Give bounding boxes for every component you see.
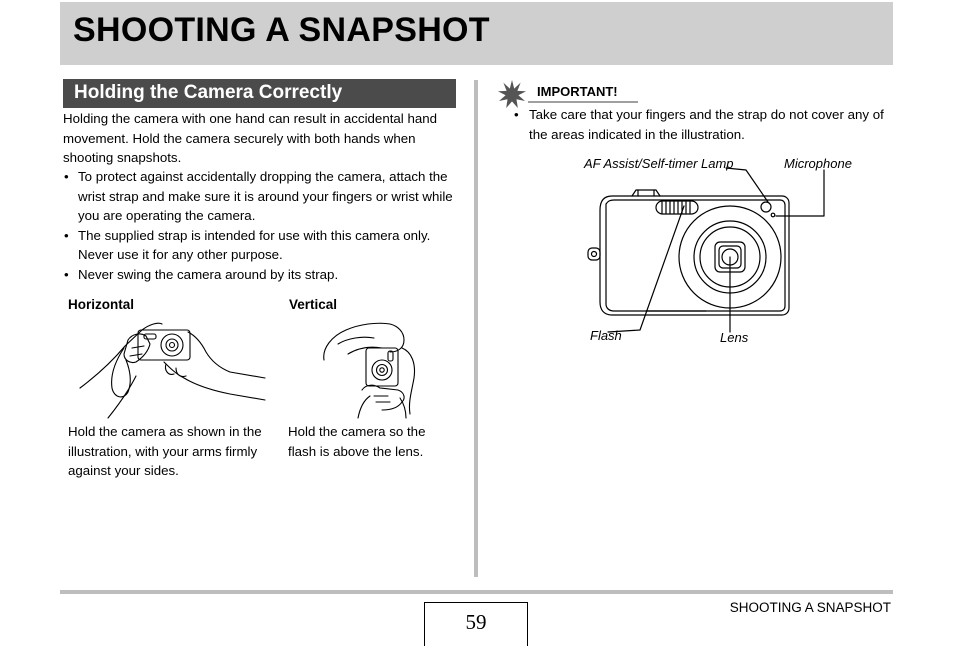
list-item [63, 226, 458, 265]
lens-label: Lens [720, 330, 749, 345]
page-title: SHOOTING A SNAPSHOT [73, 11, 490, 49]
bullet-text: Take care that your fingers and the strap do not cover any of the areas indicated in the illustration. [529, 107, 884, 142]
footer-divider [60, 590, 893, 594]
vertical-caption: Hold the camera so the flash is above the lens. [288, 424, 426, 459]
section-heading [63, 79, 456, 108]
important-bullet-list [513, 105, 893, 144]
important-underline [528, 101, 638, 103]
bullet-text: Never swing the camera around by its strap. [78, 266, 339, 282]
important-label: IMPORTANT! [537, 84, 618, 99]
horizontal-label: Horizontal [68, 297, 134, 312]
horizontal-caption: Hold the camera as shown in the illustration, with your arms firmly against your sides. [68, 424, 262, 478]
horizontal-hold-illustration [80, 318, 265, 422]
list-item [513, 105, 893, 144]
bullet-dot: • [64, 266, 69, 282]
vertical-label: Vertical [289, 297, 338, 312]
bullet-text: To protect against accidentally dropping the camera, attach the wrist strap and make sure it is around your fingers or wrist while you are operating the camera. [78, 169, 453, 223]
column-divider [474, 80, 478, 577]
af-lamp-label: AF Assist/Self-timer Lamp [584, 156, 734, 171]
starburst-icon [498, 80, 526, 108]
list-item [63, 265, 458, 285]
footer-section-title: SHOOTING A SNAPSHOT [729, 600, 891, 615]
bullet-dot: • [514, 107, 519, 122]
bullet-dot: • [64, 169, 69, 184]
bullet-text: The supplied strap is intended for use with this camera only. Never use it for any other purpose. [78, 227, 431, 262]
page-number: 59 [465, 610, 487, 634]
page-number-box [424, 602, 528, 646]
bullet-list [63, 167, 458, 284]
camera-front-illustration [586, 170, 836, 340]
intro-paragraph: Holding the camera with one hand can result in accidental hand movement. Hold the camera securely with both hands when shooting snapshots. [63, 111, 438, 165]
list-item [63, 167, 458, 226]
title-bar [60, 2, 893, 65]
vertical-hold-illustration [318, 318, 428, 418]
section-heading-text: Holding the Camera Correctly [74, 82, 343, 103]
microphone-label: Microphone [784, 156, 852, 171]
bullet-dot: • [64, 227, 69, 243]
flash-label: Flash [590, 328, 622, 343]
